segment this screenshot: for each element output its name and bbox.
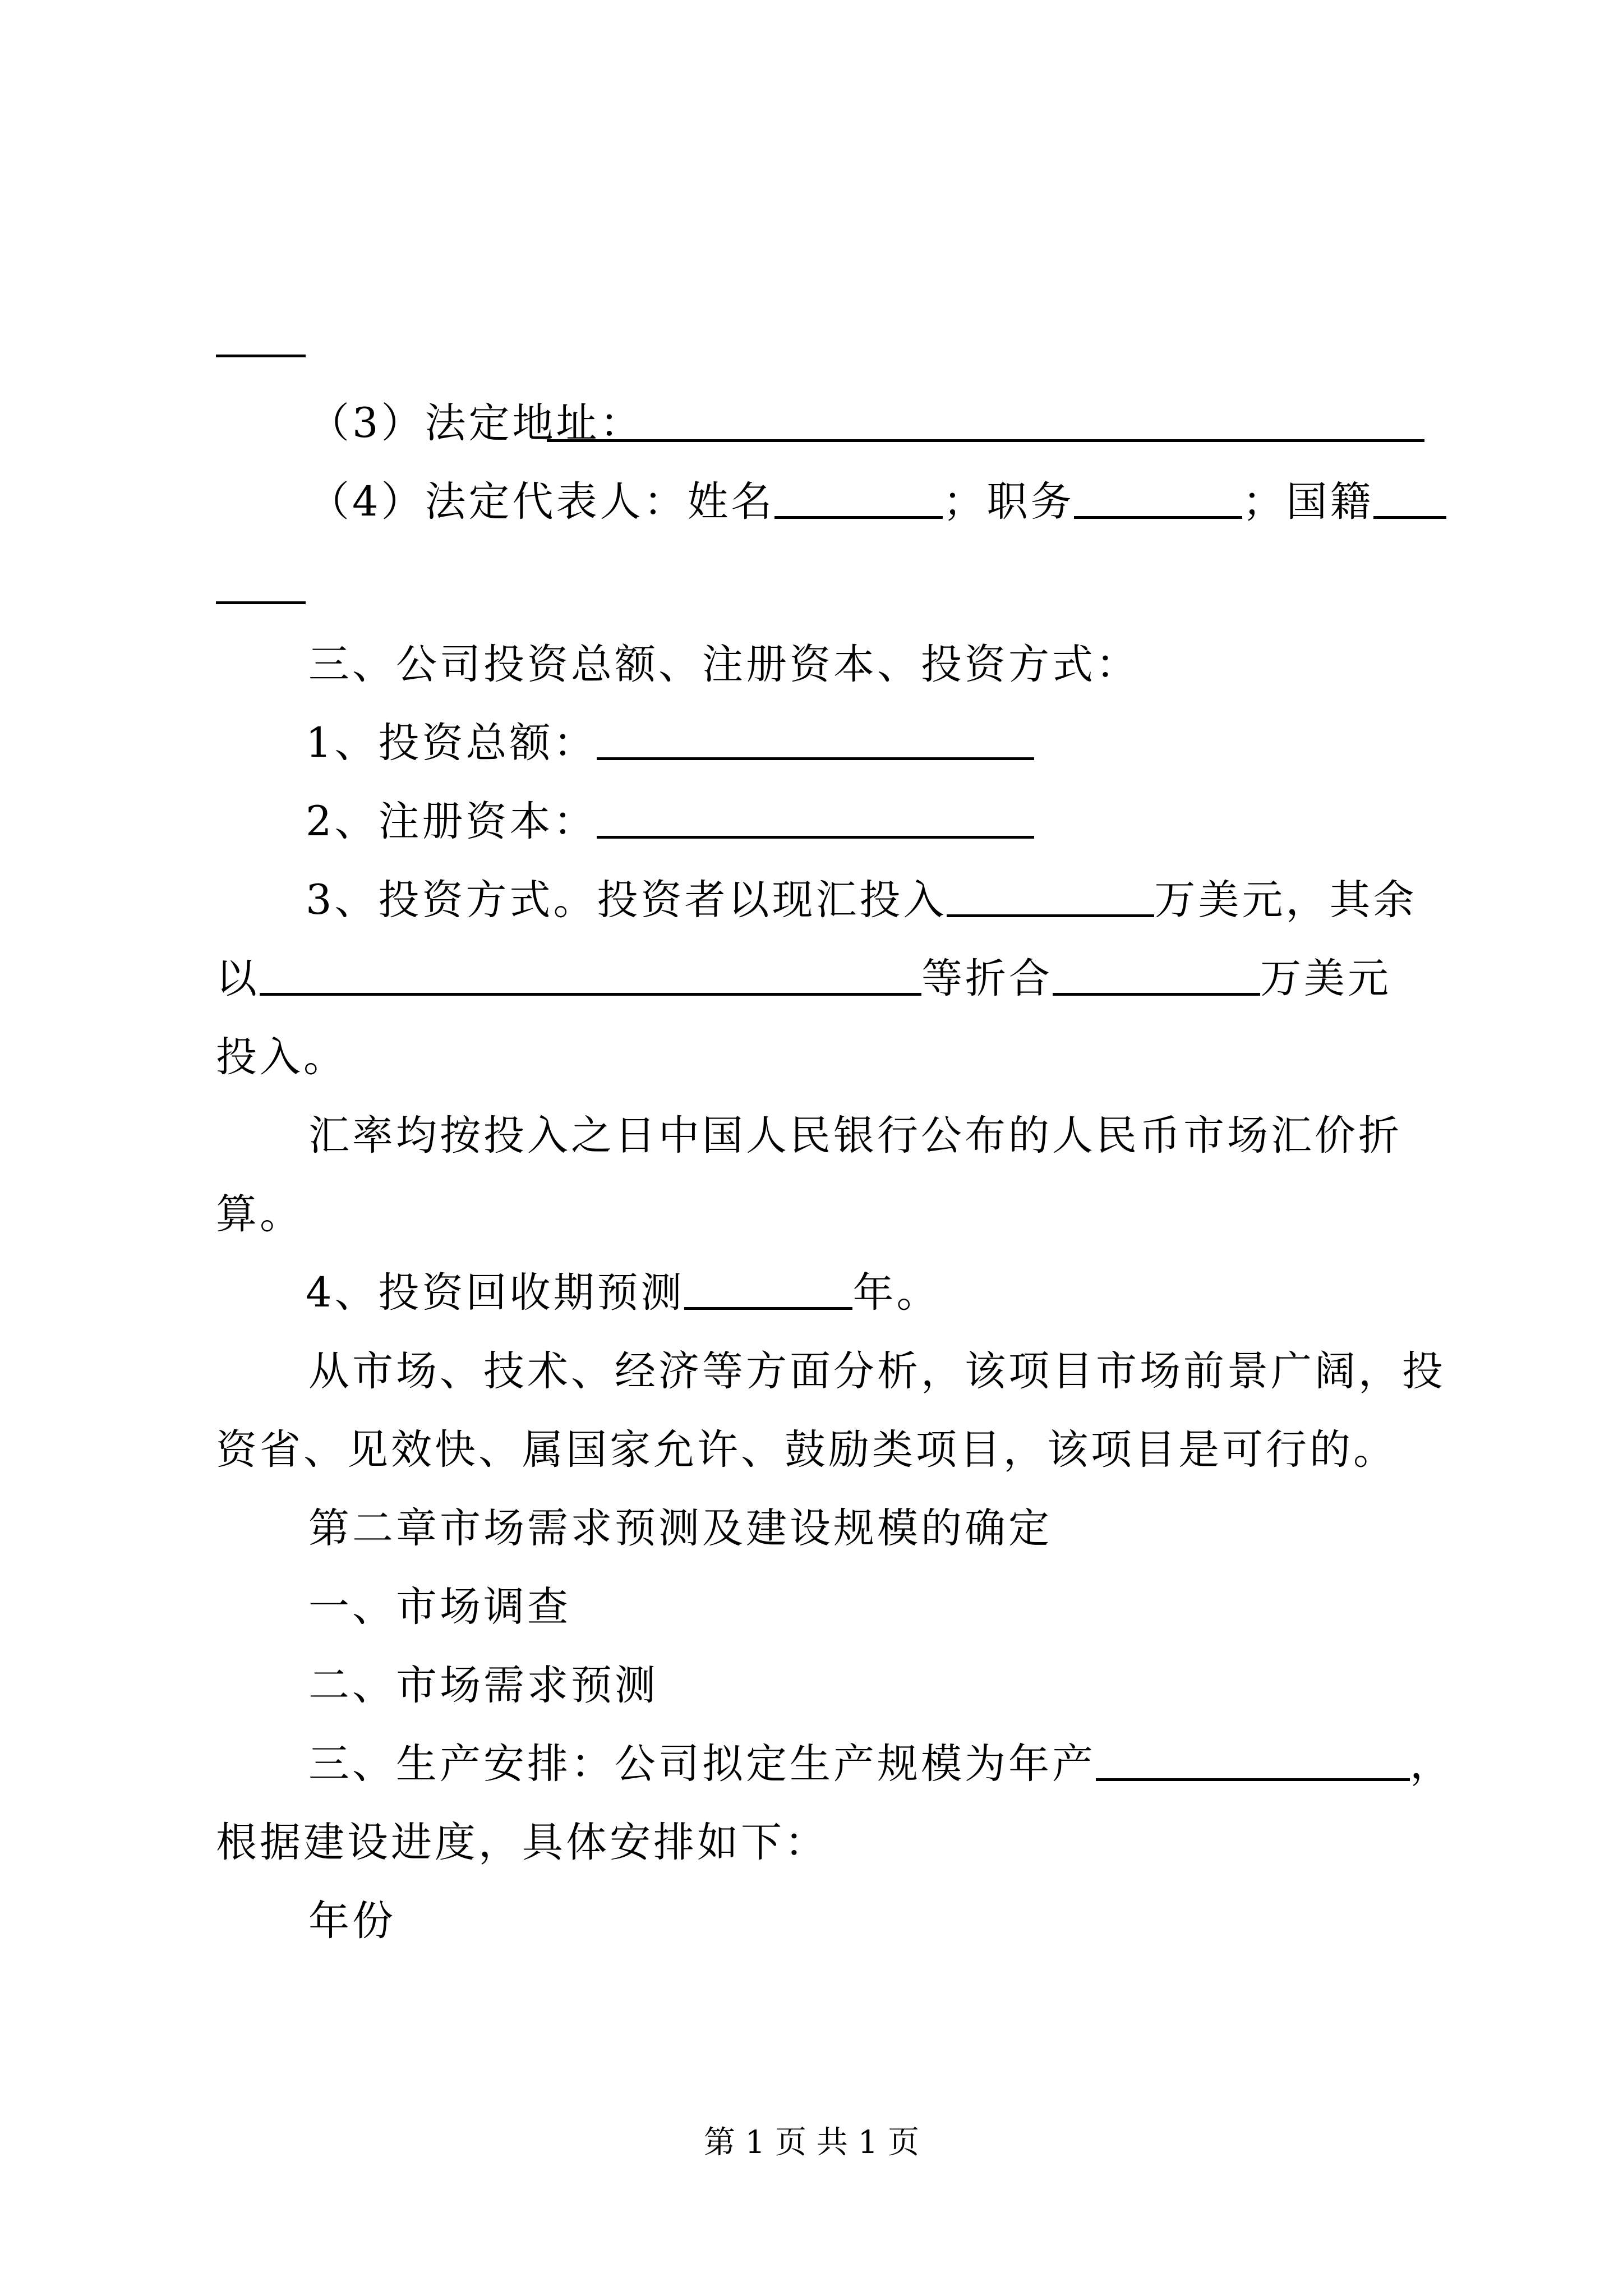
legal-rep-label: （4）法定代表人：姓名 [308,478,775,526]
registered-capital-blank [597,835,1034,839]
nationality-blank [1373,516,1446,519]
investment-method-line-3: 投入。 [216,1033,347,1081]
payback-period-line [306,1269,940,1317]
chapter-2-title: 第二章市场需求预测及建设规模的确定 [308,1504,1052,1552]
investment-method-text-a: 3、投资方式。投资者以现汇投入 [306,876,947,924]
legal-address-label: （3）法定地址： [308,399,644,447]
annual-output-blank [1096,1778,1410,1781]
section-3-title: 三、公司投资总额、注册资本、投资方式： [308,641,1140,688]
converted-amount-blank [1053,992,1260,996]
continued-blank-line [216,355,306,357]
production-plan-line-1 [308,1740,1454,1788]
legal-rep-line [308,478,1446,526]
total-investment-line [306,719,1034,767]
name-blank [774,516,943,519]
payback-period-blank [684,1306,852,1310]
page-footer: 第 1 页 共 1 页 [703,2124,920,2161]
position-blank [1074,516,1242,519]
registered-capital-label: 2、注册资本： [306,798,597,845]
investment-method-text-b: 万美元，其余 [1154,876,1417,924]
total-investment-blank [597,757,1034,760]
year-label: 年份 [308,1897,396,1945]
position-label: ；职务 [943,478,1075,526]
payback-period-label: 4、投资回收期预测 [306,1269,685,1317]
investment-method-line-1 [306,876,1417,924]
registered-capital-line [306,798,1034,845]
investment-method-text-e: 万美元 [1260,955,1391,1002]
analysis-line-2: 资省、见效快、属国家允许、鼓励类项目，该项目是可行的。 [216,1426,1397,1474]
total-investment-label: 1、投资总额： [306,719,597,767]
legal-address-line [308,399,644,447]
nationality-blank-continued [216,601,306,604]
nationality-label: ；国籍 [1242,478,1374,526]
cash-amount-blank [947,914,1154,917]
production-plan-text-b: ， [1410,1740,1454,1788]
investment-method-line-2 [216,955,1391,1002]
analysis-line-1: 从市场、技术、经济等方面分析，该项目市场前景广阔，投 [308,1347,1446,1395]
exchange-rate-line-2: 算。 [216,1190,303,1238]
production-plan-text-a: 三、生产安排：公司拟定生产规模为年产 [308,1740,1096,1788]
payback-period-unit: 年。 [852,1269,940,1317]
production-plan-line-2: 根据建设进度，具体安排如下： [216,1819,828,1866]
market-survey-heading: 一、市场调查 [308,1583,571,1631]
exchange-rate-line-1: 汇率均按投入之日中国人民银行公布的人民币市场汇价折 [308,1112,1402,1159]
other-assets-blank [260,992,921,996]
investment-method-text-d: 等折合 [921,955,1053,1002]
legal-address-blank [547,439,1424,442]
market-demand-heading: 二、市场需求预测 [308,1662,658,1709]
investment-method-text-c: 以 [216,955,260,1002]
